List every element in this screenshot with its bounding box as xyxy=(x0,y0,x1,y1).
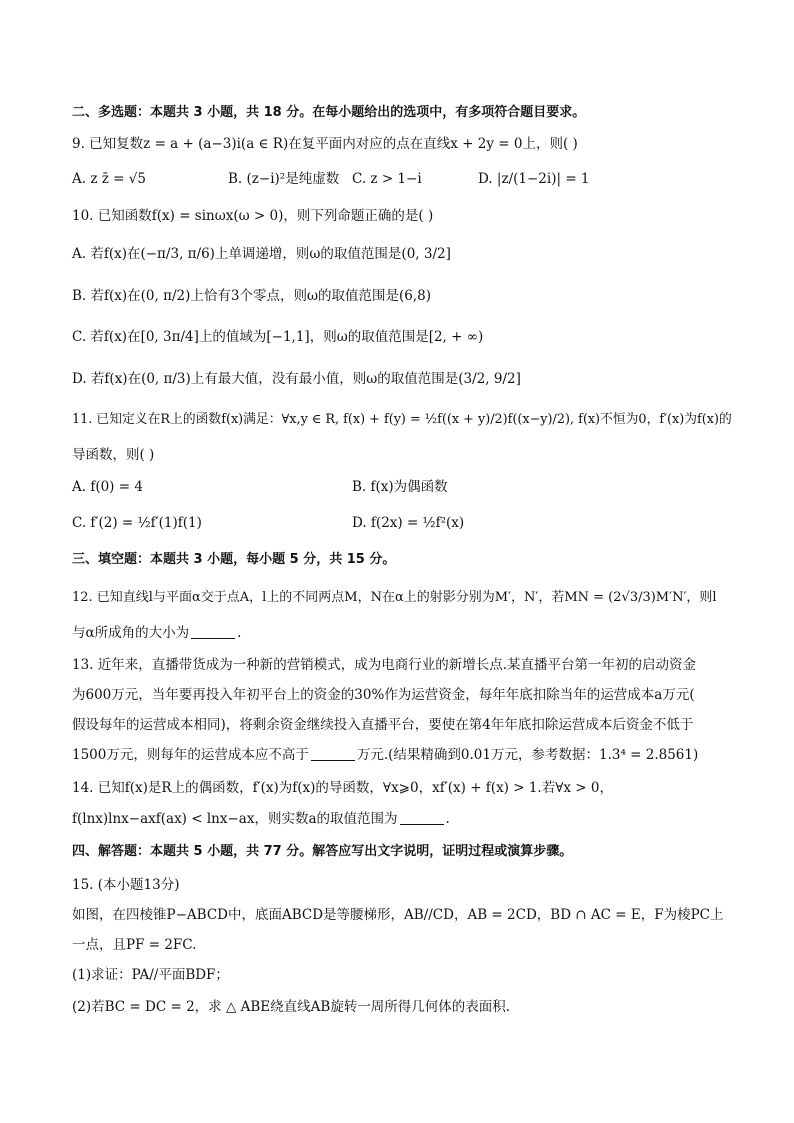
question-9-option-a: A. z z̄ = √5 xyxy=(72,171,146,187)
question-11-stem-line2: 导函数，则( ) xyxy=(72,447,155,463)
question-15-line1: 如图，在四棱锥P−ABCD中，底面ABCD是等腰梯形，AB//CD，AB = 2CD，BD ∩ AC = E，F为棱PC上 xyxy=(72,907,724,923)
question-14-line2 xyxy=(72,810,450,828)
question-11-option-b: B. f(x)为偶函数 xyxy=(352,479,448,495)
question-13-line4 xyxy=(72,746,698,764)
question-12-line2 xyxy=(72,624,241,642)
question-11-stem-line1: 11. 已知定义在R上的函数f(x)满足：∀x,y ∈ R, f(x) + f(y) = ½f((x + y)/2)f((x−y)/2), f(x)不恒为0，f′(x)为f(x)的 xyxy=(72,412,732,427)
question-11-option-c: C. f′(2) = ½f′(1)f(1) xyxy=(72,515,202,531)
question-10-option-a: A. 若f(x)在(−π/3, π/6)上单调递增，则ω的取值范围是(0, 3/2] xyxy=(72,246,451,262)
question-11-option-a: A. f(0) = 4 xyxy=(72,479,143,495)
question-9-option-c: C. z > 1−i xyxy=(352,171,422,187)
question-13-line2: 为600万元，当年要再投入年初平台上的资金的30%作为运营资金，每年年底扣除当年的运营成本a万元( xyxy=(72,687,695,703)
section-header-multiple-choice: 二、多选题：本题共 3 小题，共 18 分。在每小题给出的选项中，有多项符合题目要求。 xyxy=(72,105,586,120)
question-15-part1: (1)求证：PA//平面BDF； xyxy=(72,967,229,983)
question-9-option-d: D. |z/(1−2i)| = 1 xyxy=(478,171,590,187)
question-15-title: 15. (本小题13分) xyxy=(72,877,180,893)
question-12-text: 与α所成角的大小为 xyxy=(72,625,190,641)
question-12-period: . xyxy=(237,625,242,641)
question-14-text: f(lnx)lnx−axf(ax) < lnx−ax，则实数a的取值范围为 xyxy=(72,811,398,827)
question-14-line1: 14. 已知f(x)是R上的偶函数，f′(x)为f(x)的导函数，∀x⩾0，xf′(x) + f(x) > 1.若∀x > 0， xyxy=(72,780,613,796)
question-10-option-d: D. 若f(x)在(0, π/3)上有最大值，没有最小值，则ω的取值范围是(3/2, 9/2] xyxy=(72,371,521,387)
question-13-text: 1500万元，则每年的运营成本应不高于 xyxy=(72,747,309,763)
question-13-line1: 13. 近年来，直播带货成为一种新的营销模式，成为电商行业的新增长点.某直播平台第一年初的启动资金 xyxy=(72,657,697,673)
question-9-stem: 9. 已知复数z = a + (a−3)i(a ∈ R)在复平面内对应的点在直线x + 2y = 0上，则( ) xyxy=(72,136,578,152)
section-header-fill-in: 三、填空题：本题共 3 小题，每小题 5 分，共 15 分。 xyxy=(72,552,396,567)
question-9-option-b: B. (z−i)²是纯虚数 xyxy=(228,171,340,187)
answer-blank-14[interactable] xyxy=(400,811,444,825)
question-10-option-b: B. 若f(x)在(0, π/2)上恰有3个零点，则ω的取值范围是(6,8) xyxy=(72,288,431,304)
question-13-tail: 万元.(结果精确到0.01万元，参考数据：1.3⁴ = 2.8561) xyxy=(356,747,699,763)
answer-blank-13[interactable] xyxy=(311,747,355,761)
question-11-option-d: D. f(2x) = ½f²(x) xyxy=(352,515,465,531)
question-13-line3: 假设每年的运营成本相同)，将剩余资金继续投入直播平台，要使在第4年年底扣除运营成本后资金不低于 xyxy=(72,717,694,733)
question-15-part2: (2)若BC = DC = 2，求 △ ABE绕直线AB旋转一周所得几何体的表面积. xyxy=(72,999,511,1015)
section-header-solutions: 四、解答题：本题共 5 小题，共 77 分。解答应写出文字说明，证明过程或演算步骤。 xyxy=(72,844,573,859)
question-14-period: . xyxy=(445,811,450,827)
question-10-option-c: C. 若f(x)在[0, 3π/4]上的值域为[−1,1]，则ω的取值范围是[2, + ∞) xyxy=(72,329,484,345)
question-10-stem: 10. 已知函数f(x) = sinωx(ω > 0)，则下列命题正确的是( ) xyxy=(72,208,434,224)
question-15-line2: 一点，且PF = 2FC. xyxy=(72,937,197,953)
question-12-line1: 12. 已知直线l与平面α交于点A，l上的不同两点M，N在α上的射影分别为M′，N′，若MN = (2√3/3)M′N′，则l xyxy=(72,590,717,605)
answer-blank-12[interactable] xyxy=(191,625,235,639)
